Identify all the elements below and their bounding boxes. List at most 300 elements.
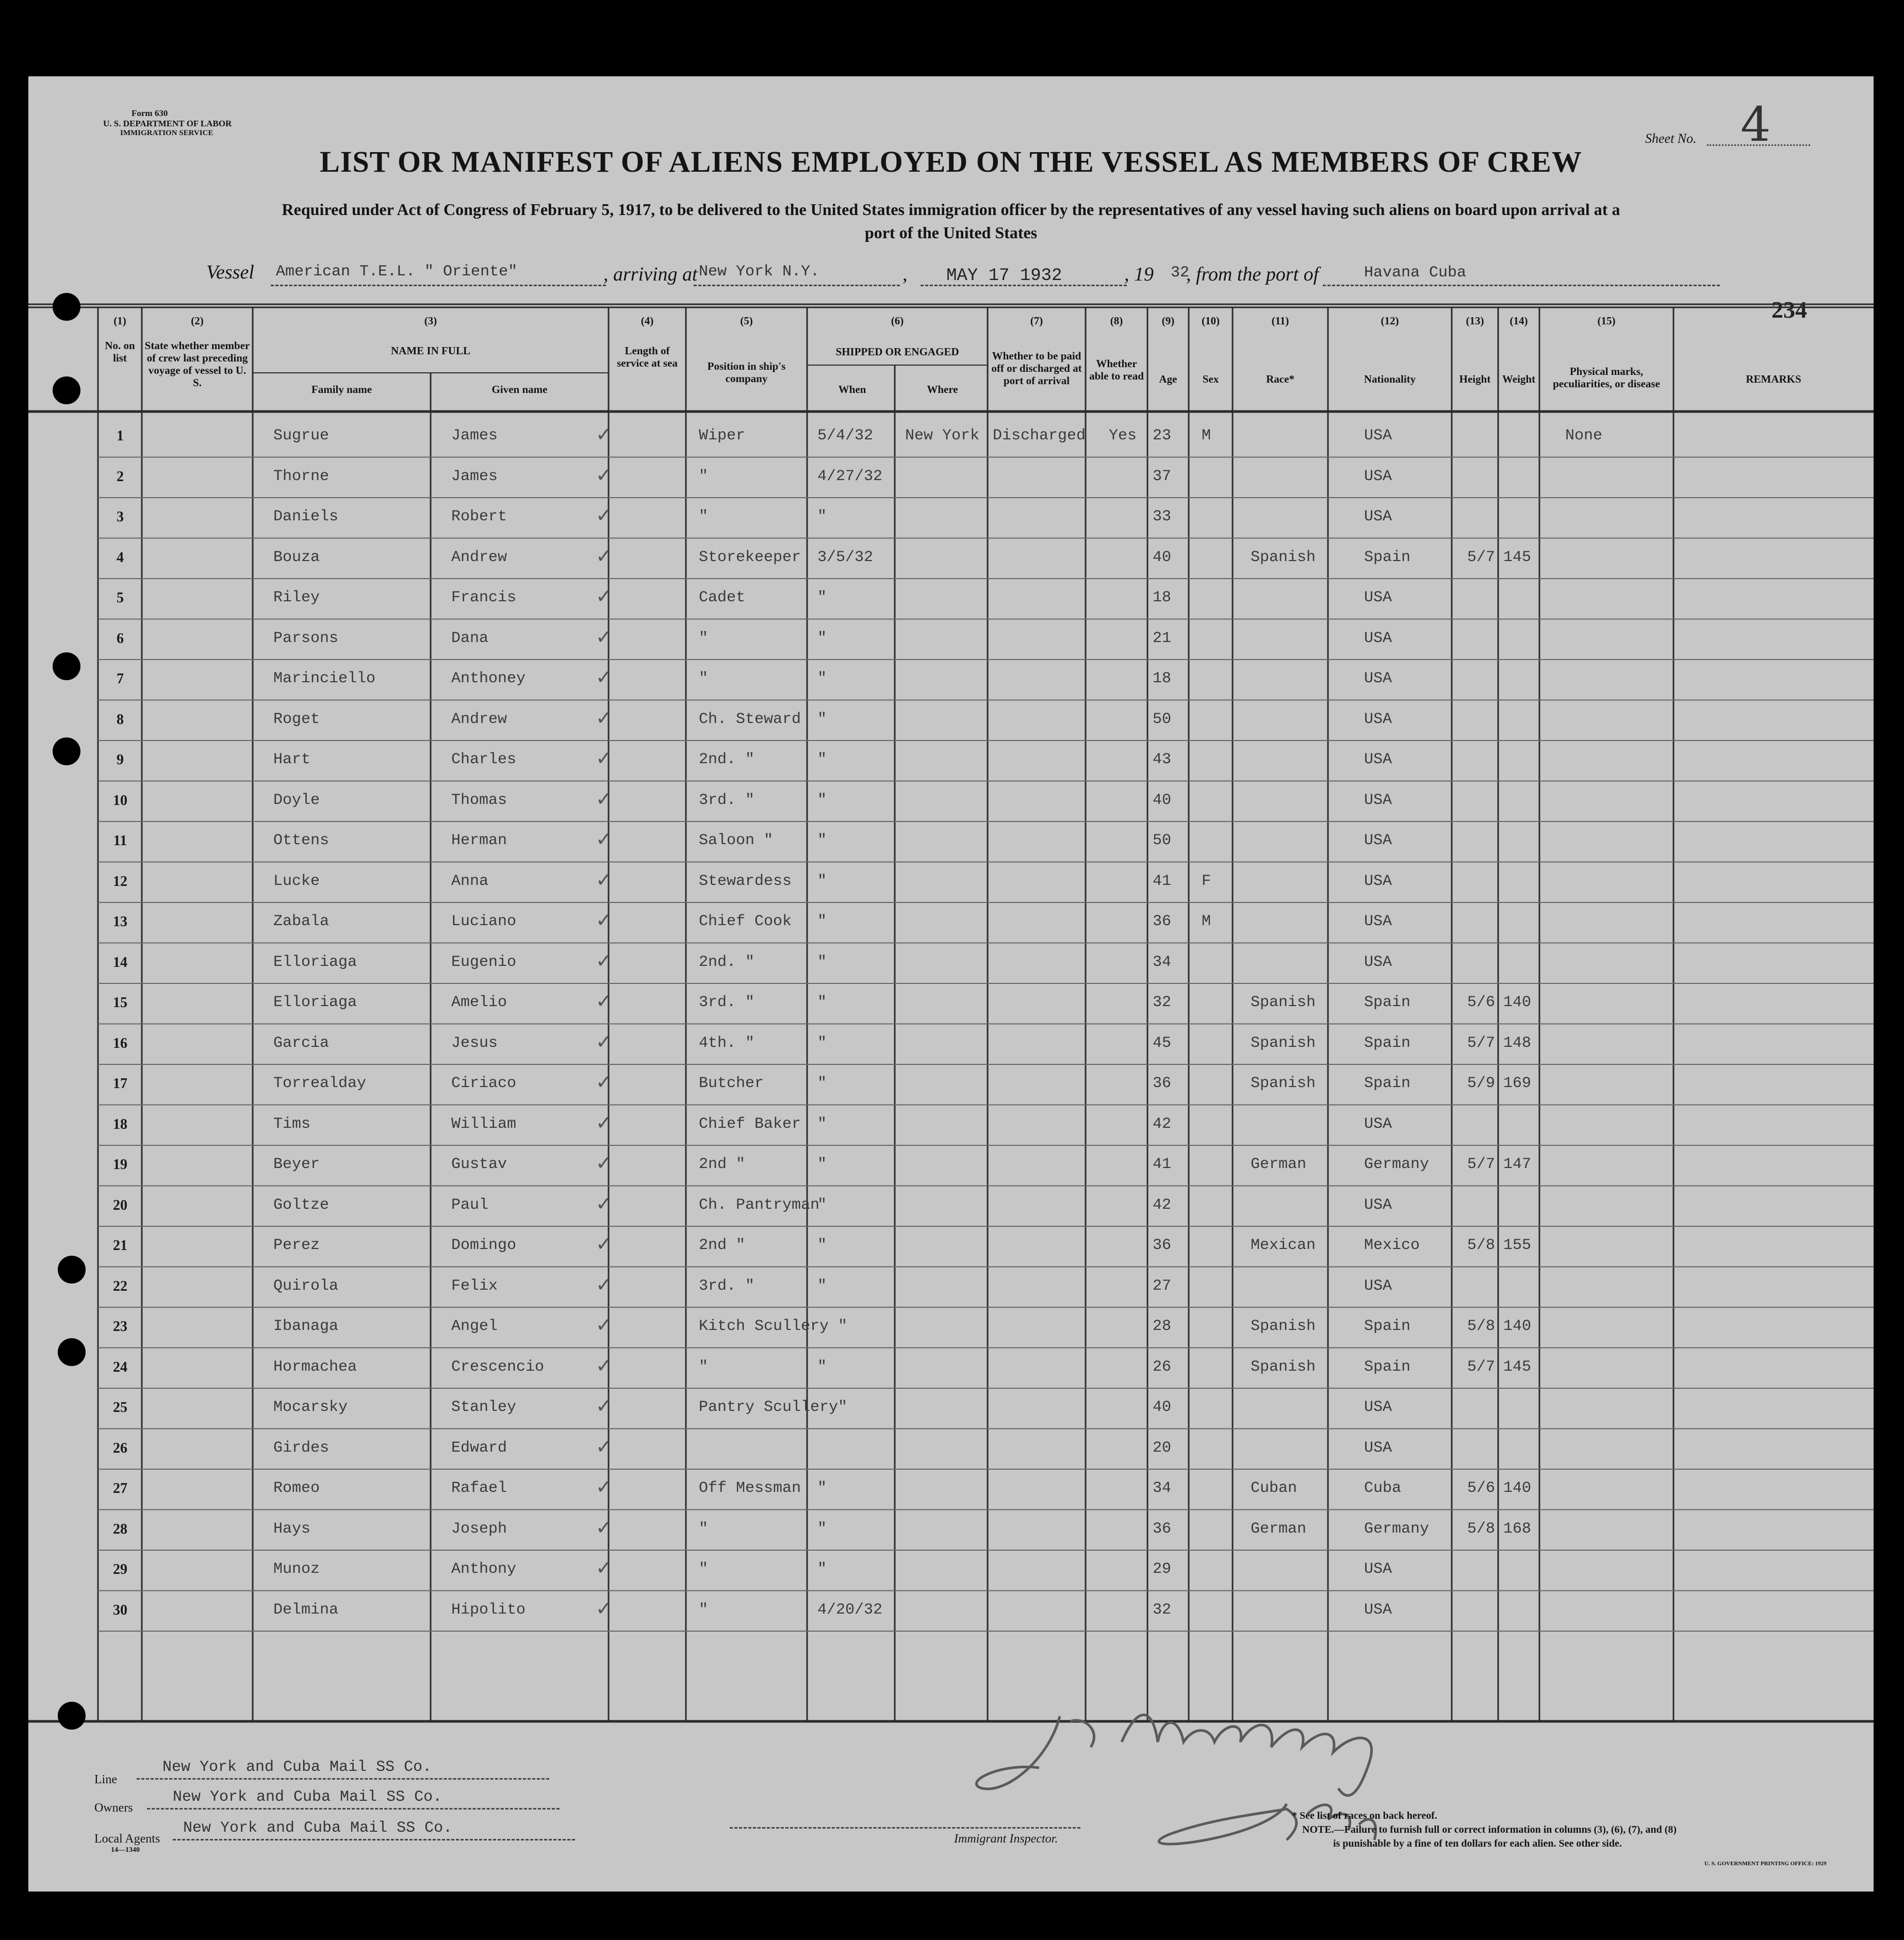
cell-age: 34: [1153, 953, 1172, 971]
column-number: (11): [1271, 315, 1289, 327]
cell-when: ": [817, 1277, 827, 1295]
cell-weight: 140: [1503, 1479, 1532, 1497]
column-header: REMARKS: [1746, 373, 1801, 385]
cell-given: Ciriaco: [451, 1075, 517, 1092]
cell-when: 4/27/32: [817, 467, 883, 485]
punch-hole-3: [53, 652, 80, 680]
cell-when: ": [817, 1358, 827, 1376]
cell-height: 5/7: [1467, 1156, 1496, 1173]
cell-family: Goltze: [273, 1196, 330, 1214]
cell-age: 20: [1153, 1439, 1172, 1457]
pencil-check-mark: ✓: [596, 1597, 612, 1620]
cell-age: 36: [1153, 1237, 1172, 1254]
cell-nationality: Spain: [1364, 548, 1411, 566]
cell-given: Joseph: [451, 1520, 507, 1538]
cell-height: 5/8: [1467, 1237, 1496, 1254]
cell-family: Torrealday: [273, 1075, 367, 1092]
pencil-check-mark: ✓: [596, 1273, 612, 1296]
cell-when: ": [817, 508, 827, 525]
cell-given: James: [451, 467, 498, 485]
column-header: NAME IN FULL: [390, 344, 470, 357]
row-number: 20: [113, 1197, 127, 1213]
cell-family: Sugrue: [273, 427, 330, 445]
year-value: 32: [1171, 264, 1190, 282]
row-number: 24: [113, 1359, 127, 1375]
row-number: 1: [117, 428, 124, 444]
cell-when: ": [817, 1075, 827, 1092]
pencil-check-mark: ✓: [596, 1152, 612, 1174]
cell-nationality: USA: [1364, 832, 1392, 849]
row-number: 25: [113, 1400, 127, 1416]
cell-position: ": [699, 629, 709, 647]
cell-nationality: USA: [1364, 710, 1392, 728]
cell-when: ": [817, 751, 827, 768]
cell-nationality: Spain: [1364, 1358, 1411, 1376]
column-number: (10): [1202, 315, 1220, 327]
cell-given: Dana: [451, 629, 489, 647]
cell-race: Spanish: [1251, 994, 1316, 1011]
cell-family: Bouza: [273, 548, 320, 566]
cell-when: ": [817, 670, 827, 687]
cell-given: Andrew: [451, 548, 507, 566]
pencil-check-mark: ✓: [596, 1516, 612, 1539]
cell-nationality: USA: [1364, 1439, 1392, 1457]
manifest-sheet: [28, 76, 1874, 1892]
cell-age: 40: [1153, 548, 1172, 566]
cell-when: 5/4/32: [817, 427, 874, 445]
pencil-check-mark: ✓: [596, 1232, 612, 1255]
cell-age: 40: [1153, 791, 1172, 809]
cell-nationality: USA: [1364, 1115, 1392, 1133]
row-number: 22: [113, 1278, 127, 1294]
cell-position: ": [699, 467, 709, 485]
cell-age: 36: [1153, 913, 1172, 930]
form-id: Form 630: [132, 108, 168, 118]
cell-given: Jesus: [451, 1034, 498, 1052]
cell-position: 3rd. ": [699, 791, 755, 809]
cell-position: Off Messman: [699, 1479, 801, 1497]
cell-position: Cadet: [699, 589, 746, 606]
cell-position: 2nd ": [699, 1237, 746, 1254]
cell-nationality: USA: [1364, 1196, 1392, 1214]
pencil-check-mark: ✓: [596, 706, 612, 729]
cell-position: Ch. Pantryman: [699, 1196, 820, 1214]
cell-race: Mexican: [1251, 1237, 1316, 1254]
column-number: (1): [113, 315, 126, 327]
row-number: 3: [117, 509, 124, 525]
vessel-label: Vessel: [206, 261, 254, 283]
column-number: (3): [424, 315, 437, 327]
cell-position: Chief Cook: [699, 913, 792, 930]
cell-given: Angel: [451, 1318, 498, 1335]
pencil-check-mark: ✓: [596, 787, 612, 810]
agents-label: Local Agents: [94, 1832, 160, 1846]
row-number: 8: [117, 711, 124, 728]
cell-nationality: USA: [1364, 670, 1392, 687]
cell-given: Anthony: [451, 1560, 517, 1578]
cell-position: ": [699, 1560, 709, 1578]
agents-line: [173, 1839, 575, 1840]
cell-weight: 148: [1503, 1034, 1532, 1052]
row-number: 9: [117, 752, 124, 768]
cell-position: 3rd. ": [699, 1277, 755, 1295]
cell-age: 18: [1153, 589, 1172, 606]
cell-given: Charles: [451, 751, 517, 768]
cell-family: Daniels: [273, 508, 339, 525]
cell-when: ": [817, 629, 827, 647]
cell-family: Marinciello: [273, 670, 376, 687]
date-stamp: MAY 17 1932: [946, 266, 1062, 286]
column-number: (13): [1466, 315, 1484, 327]
cell-height: 5/9: [1467, 1075, 1496, 1092]
row-number: 19: [113, 1157, 127, 1173]
cell-nationality: USA: [1364, 751, 1392, 768]
cell-position: Chief Baker: [699, 1115, 801, 1133]
cell-height: 5/8: [1467, 1318, 1496, 1335]
service: IMMIGRATION SERVICE: [120, 129, 214, 137]
cell-family: Elloriaga: [273, 994, 357, 1011]
cell-nationality: USA: [1364, 1601, 1392, 1619]
cell-when: ": [817, 913, 827, 930]
cell-when: ": [817, 1156, 827, 1173]
cell-family: Ibanaga: [273, 1318, 339, 1335]
cell-given: Anthoney: [451, 670, 526, 687]
cell-where: New York: [905, 427, 980, 445]
pencil-check-mark: ✓: [596, 544, 612, 567]
row-number: 17: [113, 1076, 127, 1092]
row-number: 4: [117, 549, 124, 566]
cell-given: Paul: [451, 1196, 489, 1214]
cell-sex: M: [1202, 913, 1211, 930]
fine-note-line1: NOTE.—Failure to furnish full or correct information in columns (3), (6), (7), and (8): [1302, 1824, 1677, 1835]
cell-sex: F: [1202, 872, 1211, 890]
punch-hole-7: [58, 1702, 86, 1730]
cell-when: ": [817, 1115, 827, 1133]
cell-family: Hormachea: [273, 1358, 357, 1376]
row-number: 23: [113, 1319, 127, 1335]
column-header: Race*: [1266, 373, 1294, 385]
row-number: 7: [117, 671, 124, 687]
cell-family: Mocarsky: [273, 1399, 348, 1416]
cell-age: 32: [1153, 1601, 1172, 1619]
cell-position: 2nd. ": [699, 751, 755, 768]
inspector-line: [730, 1827, 1080, 1829]
pencil-check-mark: ✓: [596, 1435, 612, 1458]
row-number: 16: [113, 1035, 127, 1051]
cell-when: ": [817, 1520, 827, 1538]
cell-age: 36: [1153, 1075, 1172, 1092]
cell-nationality: USA: [1364, 953, 1392, 971]
cell-height: 5/7: [1467, 1358, 1496, 1376]
column-number: (2): [191, 315, 204, 327]
cell-position: Ch. Steward: [699, 710, 801, 728]
printer-mark: U. S. GOVERNMENT PRINTING OFFICE: 1929: [1704, 1861, 1827, 1867]
cell-family: Hays: [273, 1520, 311, 1538]
cell-race: Spanish: [1251, 1075, 1316, 1092]
cell-weight: 169: [1503, 1075, 1532, 1092]
races-note: * See list of races on back hereof.: [1292, 1810, 1437, 1821]
cell-when: ": [817, 589, 827, 606]
from-port-value: Havana Cuba: [1364, 264, 1467, 282]
from-label: , from the port of: [1186, 264, 1319, 285]
row-number: 21: [113, 1238, 127, 1254]
cell-race: Spanish: [1251, 548, 1316, 566]
cell-age: 28: [1153, 1318, 1172, 1335]
cell-age: 29: [1153, 1560, 1172, 1578]
column-number: (4): [641, 315, 654, 327]
column-subheader: Family name: [311, 383, 372, 396]
row-number: 26: [113, 1440, 127, 1456]
pencil-check-mark: ✓: [596, 828, 612, 850]
cell-age: 40: [1153, 1399, 1172, 1416]
pencil-check-mark: ✓: [596, 1475, 612, 1498]
cell-given: Luciano: [451, 913, 517, 930]
cell-height: 5/8: [1467, 1520, 1496, 1538]
cell-nationality: USA: [1364, 508, 1392, 525]
punch-hole-2: [53, 376, 80, 404]
punch-hole-1: [53, 293, 80, 321]
cell-weight: 168: [1503, 1520, 1532, 1538]
cell-age: 34: [1153, 1479, 1172, 1497]
department: U. S. DEPARTMENT OF LABOR: [103, 119, 232, 128]
cell-position: ": [699, 1358, 709, 1376]
cell-race: German: [1251, 1156, 1307, 1173]
cell-height: 5/6: [1467, 1479, 1496, 1497]
cell-when: 3/5/32: [817, 548, 874, 566]
cell-age: 33: [1153, 508, 1172, 525]
cell-position: 2nd ": [699, 1156, 746, 1173]
column-number: (14): [1509, 315, 1528, 327]
cell-position: Storekeeper: [699, 548, 801, 566]
cell-nationality: Cuba: [1364, 1479, 1402, 1497]
owners-value: New York and Cuba Mail SS Co.: [173, 1788, 442, 1806]
cell-given: Rafael: [451, 1479, 507, 1497]
row-number: 2: [117, 468, 124, 485]
punch-hole-4: [53, 737, 80, 765]
row-number: 27: [113, 1481, 127, 1497]
cell-position: Wiper: [699, 427, 746, 445]
column-number: (5): [740, 315, 753, 327]
cell-age: 50: [1153, 710, 1172, 728]
owners-line: [147, 1808, 560, 1810]
cell-given: William: [451, 1115, 517, 1133]
column-number: (6): [891, 315, 904, 327]
row-number: 28: [113, 1521, 127, 1537]
cell-nationality: USA: [1364, 1399, 1392, 1416]
row-number: 10: [113, 792, 127, 809]
row-number: 13: [113, 914, 127, 930]
cell-given: Amelio: [451, 994, 507, 1011]
subtitle-line1: Required under Act of Congress of February 5, 1917, to be delivered to the United States immigration officer by the representatives of any vessel having such aliens on board upon arrival at a: [282, 200, 1620, 219]
cell-given: Anna: [451, 872, 489, 890]
column-header: Age: [1159, 373, 1177, 385]
cell-nationality: Germany: [1364, 1156, 1430, 1173]
pencil-check-mark: ✓: [596, 1394, 612, 1417]
cell-nationality: USA: [1364, 589, 1392, 606]
column-header: Physical marks, peculiarities, or disease: [1553, 365, 1660, 390]
cell-nationality: USA: [1364, 427, 1392, 445]
arriving-label: , arriving at: [603, 264, 698, 285]
cell-nationality: Spain: [1364, 1318, 1411, 1335]
year-prefix: , 19: [1124, 264, 1154, 285]
column-header: No. on list: [105, 339, 135, 364]
cell-nationality: USA: [1364, 791, 1392, 809]
cell-age: 18: [1153, 670, 1172, 687]
pencil-check-mark: ✓: [596, 1030, 612, 1053]
cell-nationality: Spain: [1364, 994, 1411, 1011]
row-number: 11: [113, 833, 127, 849]
pencil-check-mark: ✓: [596, 1354, 612, 1377]
cell-family: Quirola: [273, 1277, 339, 1295]
column-header: Whether to be paid off or discharged at port of arrival: [991, 350, 1082, 387]
cell-family: Munoz: [273, 1560, 320, 1578]
vessel-value: American T.E.L. " Oriente": [276, 263, 518, 281]
column-subheader: Given name: [491, 383, 548, 396]
cell-position: ": [699, 1520, 709, 1538]
cell-when: 4/20/32: [817, 1601, 883, 1619]
row-number: 5: [117, 590, 124, 606]
owners-label: Owners: [94, 1801, 133, 1815]
cell-age: 42: [1153, 1115, 1172, 1133]
column-header: Height: [1459, 373, 1491, 385]
cell-when: ": [817, 832, 827, 849]
inspector-signature: [967, 1685, 1534, 1881]
column-header: Sex: [1202, 373, 1219, 385]
cell-age: 32: [1153, 994, 1172, 1011]
pencil-check-mark: ✓: [596, 585, 612, 607]
cell-given: Domingo: [451, 1237, 517, 1254]
cell-weight: 140: [1503, 994, 1532, 1011]
column-number: (7): [1030, 315, 1043, 327]
cell-when: ": [817, 1196, 827, 1214]
cell-family: Tims: [273, 1115, 311, 1133]
cell-position: 2nd. ": [699, 953, 755, 971]
cell-position: Saloon ": [699, 832, 774, 849]
cell-nationality: USA: [1364, 1277, 1392, 1295]
column-subheader: When: [838, 383, 866, 396]
cell-given: Herman: [451, 832, 507, 849]
row-number: 18: [113, 1116, 127, 1132]
column-header: SHIPPED OR ENGAGED: [835, 346, 959, 358]
cell-family: Doyle: [273, 791, 320, 809]
pencil-check-mark: ✓: [596, 1313, 612, 1336]
cell-position: ": [699, 508, 709, 525]
pencil-check-mark: ✓: [596, 747, 612, 769]
pencil-check-mark: ✓: [596, 1556, 612, 1579]
cell-position: ": [699, 670, 709, 687]
page-title: LIST OR MANIFEST OF ALIENS EMPLOYED ON THE VESSEL AS MEMBERS OF CREW: [320, 145, 1582, 178]
cell-age: 36: [1153, 1520, 1172, 1538]
cell-position: Pantry Scullery": [699, 1399, 848, 1416]
column-header: Position in ship's company: [707, 360, 786, 385]
page-stamp: 234: [1771, 297, 1807, 323]
pencil-check-mark: ✓: [596, 423, 612, 446]
cell-when: ": [817, 710, 827, 728]
cell-given: Robert: [451, 508, 507, 525]
sheet-number-label: Sheet No.: [1645, 131, 1697, 146]
cell-when: ": [817, 872, 827, 890]
cell-marks: None: [1565, 427, 1603, 445]
column-header: Whether able to read: [1089, 357, 1144, 382]
column-header: State whether member of crew last preceding voyage of vessel to U. S.: [144, 339, 250, 389]
cell-family: Riley: [273, 589, 320, 606]
cell-nationality: USA: [1364, 467, 1392, 485]
cell-given: Francis: [451, 589, 517, 606]
column-subheader: Where: [927, 383, 958, 396]
cell-weight: 145: [1503, 1358, 1532, 1376]
fine-note-line2: is punishable by a fine of ten dollars for each alien. See other side.: [1333, 1838, 1622, 1849]
cell-family: Roget: [273, 710, 320, 728]
cell-age: 45: [1153, 1034, 1172, 1052]
column-number: (15): [1597, 315, 1616, 327]
sheet-number: 4: [1741, 97, 1771, 152]
cell-height: 5/7: [1467, 548, 1496, 566]
pencil-check-mark: ✓: [596, 666, 612, 688]
cell-when: ": [817, 791, 827, 809]
cell-nationality: USA: [1364, 872, 1392, 890]
cell-when: ": [817, 1479, 827, 1497]
punch-hole-6: [58, 1338, 86, 1366]
pencil-check-mark: ✓: [596, 1192, 612, 1215]
column-number: (9): [1161, 315, 1175, 327]
cell-family: Garcia: [273, 1034, 330, 1052]
cell-weight: 145: [1503, 548, 1532, 566]
cell-nationality: Mexico: [1364, 1237, 1420, 1254]
cell-family: Ottens: [273, 832, 330, 849]
arriving-value: New York N.Y.: [699, 263, 820, 281]
row-number: 29: [113, 1561, 127, 1577]
line-line: [137, 1778, 549, 1780]
cell-age: 50: [1153, 832, 1172, 849]
cell-given: Eugenio: [451, 953, 517, 971]
cell-age: 37: [1153, 467, 1172, 485]
cell-race: Spanish: [1251, 1318, 1316, 1335]
cell-family: Hart: [273, 751, 311, 768]
comma: ,: [902, 264, 908, 285]
column-header: Length of service at sea: [617, 344, 678, 369]
pencil-check-mark: ✓: [596, 990, 612, 1012]
cell-weight: 155: [1503, 1237, 1532, 1254]
form-code: 14—1340: [111, 1846, 140, 1854]
cell-sex: M: [1202, 427, 1211, 445]
cell-race: German: [1251, 1520, 1307, 1538]
cell-family: Perez: [273, 1237, 320, 1254]
cell-age: 23: [1153, 427, 1172, 445]
row-number: 15: [113, 995, 127, 1011]
cell-age: 42: [1153, 1196, 1172, 1214]
cell-age: 27: [1153, 1277, 1172, 1295]
agents-value: New York and Cuba Mail SS Co.: [183, 1819, 453, 1837]
cell-family: Delmina: [273, 1601, 339, 1619]
cell-family: Lucke: [273, 872, 320, 890]
cell-weight: 140: [1503, 1318, 1532, 1335]
pencil-check-mark: ✓: [596, 949, 612, 972]
pencil-check-mark: ✓: [596, 868, 612, 891]
pencil-check-mark: ✓: [596, 625, 612, 648]
cell-nationality: USA: [1364, 1560, 1392, 1578]
cell-given: Edward: [451, 1439, 507, 1457]
cell-given: Gustav: [451, 1156, 507, 1173]
column-header: Weight: [1502, 373, 1536, 385]
punch-hole-5: [58, 1256, 86, 1284]
subtitle-line2: port of the United States: [864, 223, 1038, 242]
cell-when: ": [817, 1034, 827, 1052]
cell-position: Butcher: [699, 1075, 764, 1092]
cell-when: ": [817, 994, 827, 1011]
cell-given: Felix: [451, 1277, 498, 1295]
row-number: 6: [117, 630, 124, 647]
cell-family: Beyer: [273, 1156, 320, 1173]
